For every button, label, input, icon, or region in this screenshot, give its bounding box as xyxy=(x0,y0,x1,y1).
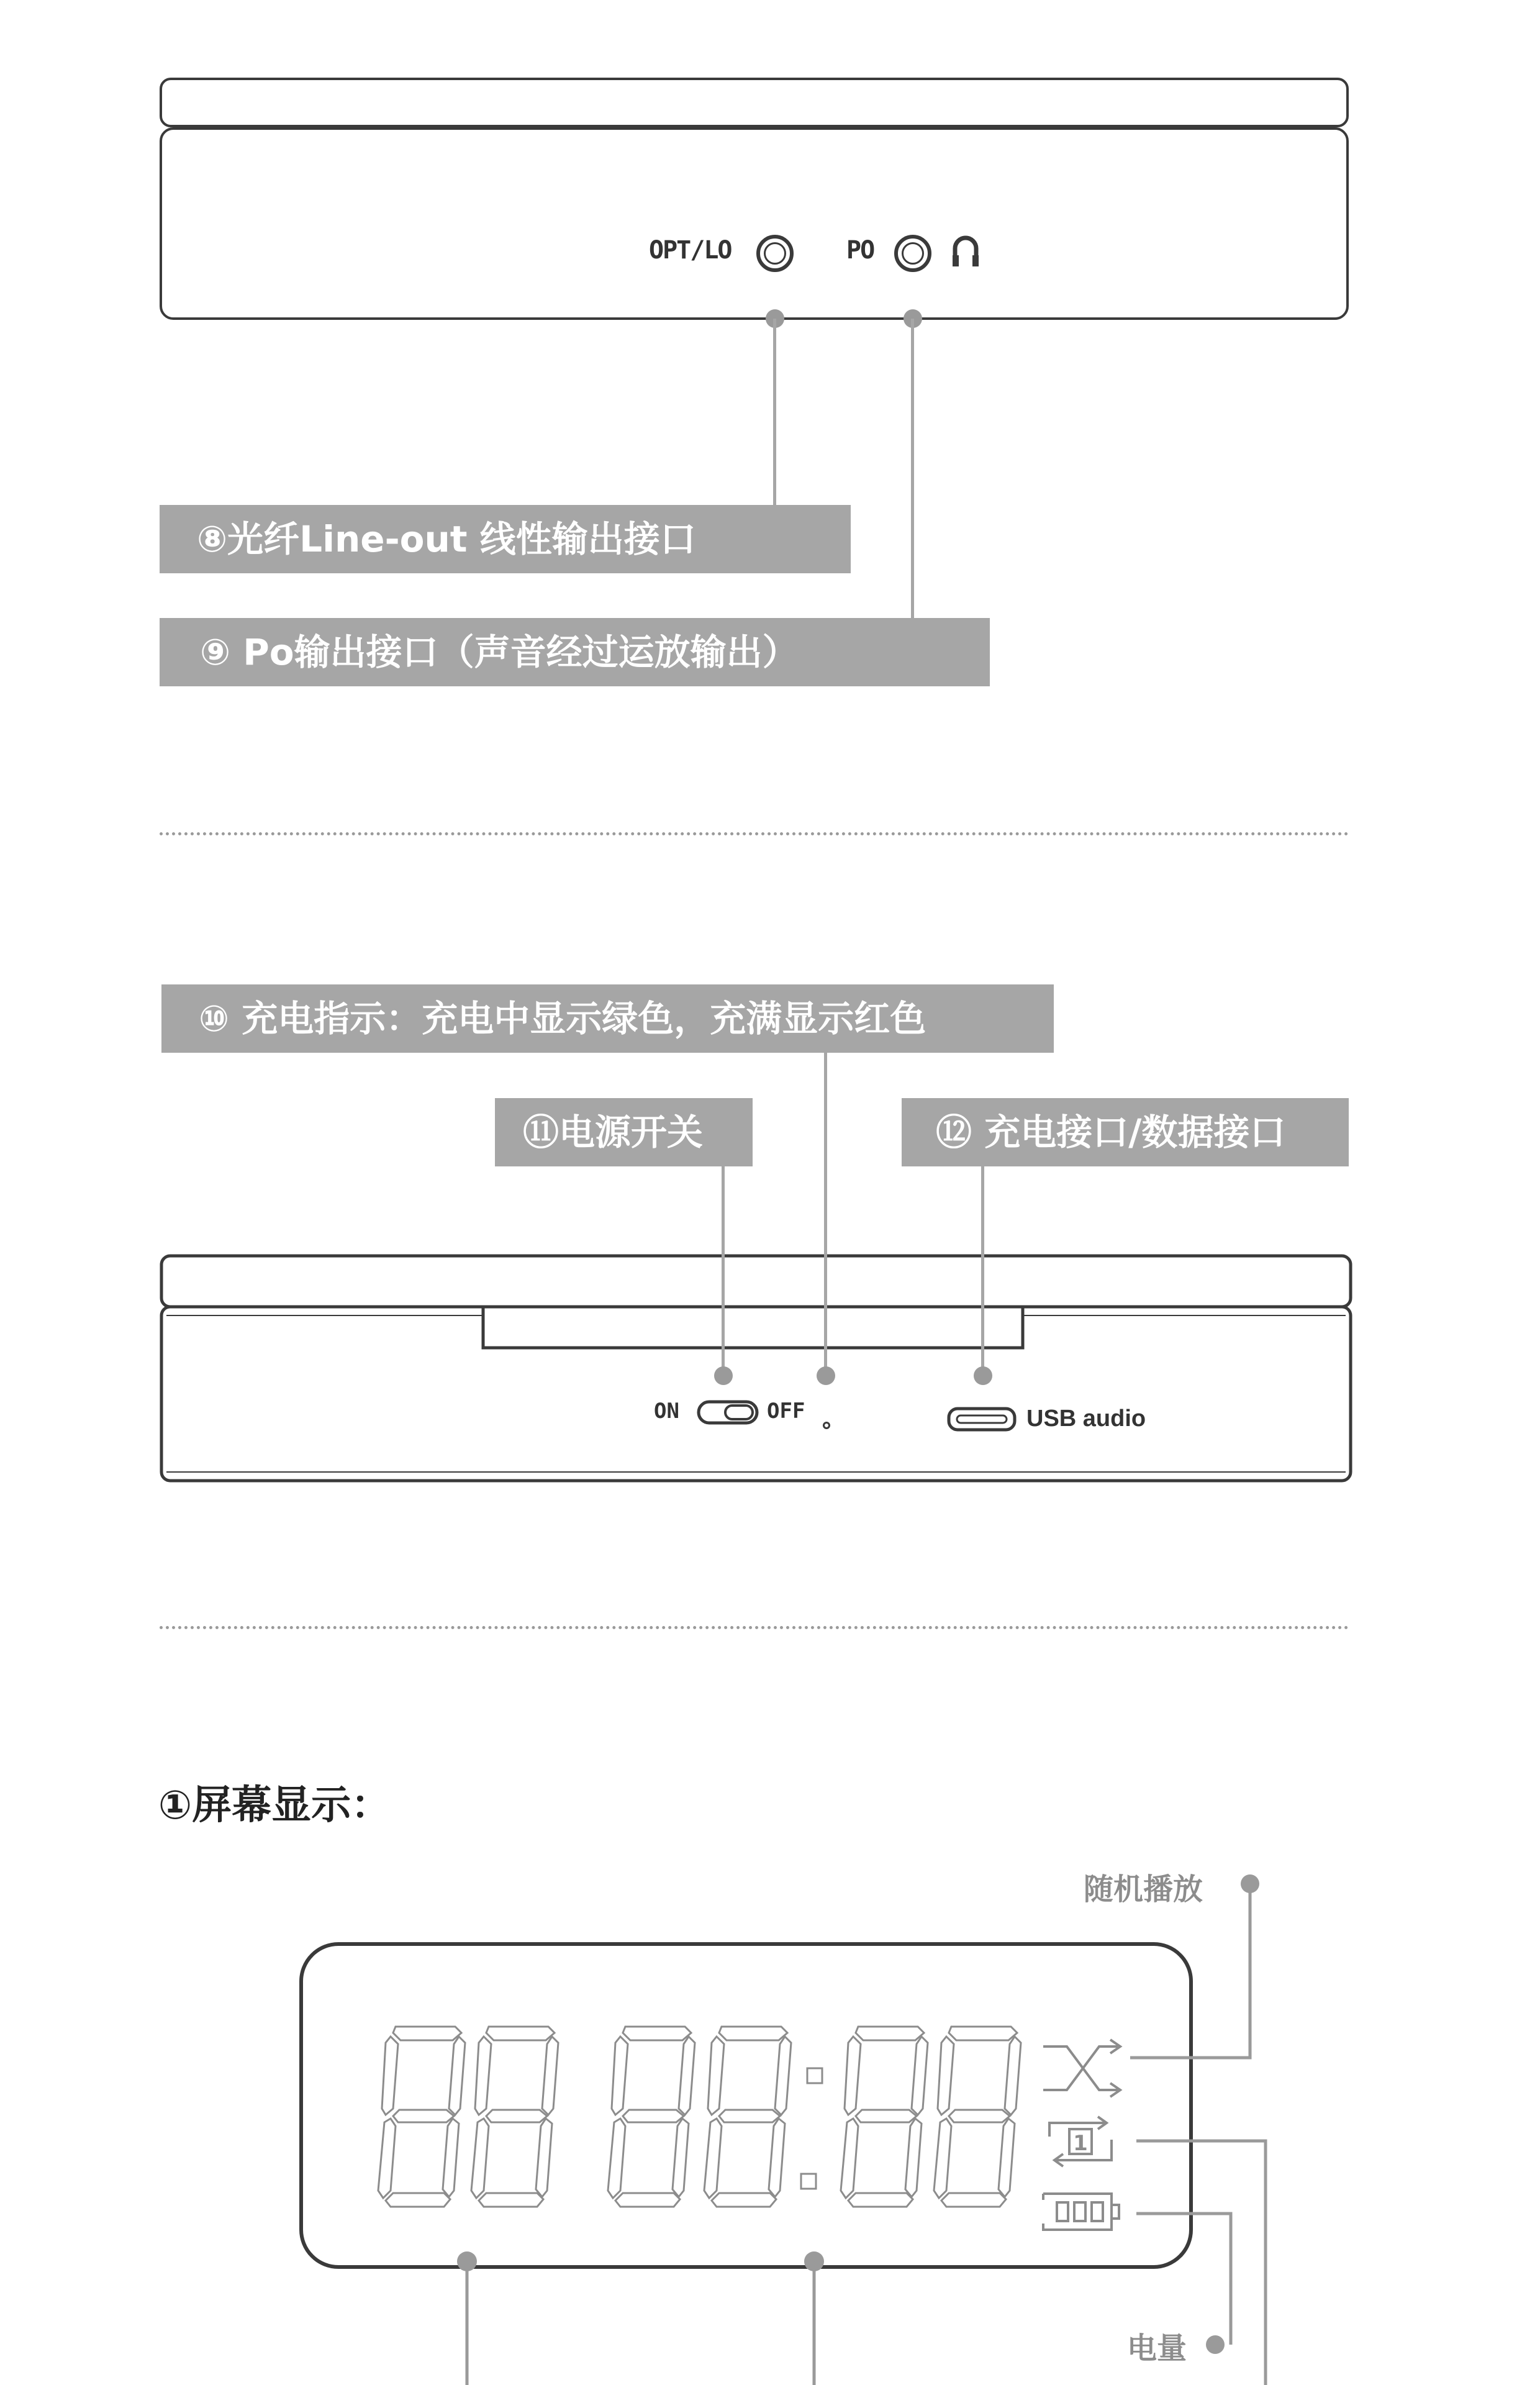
po-label: PO xyxy=(846,236,874,265)
callout-po-output: ⑨ Po输出接口（声音经过运放输出） xyxy=(160,618,990,686)
screen-display-title: ①屏幕显示： xyxy=(158,1783,391,1828)
shuffle-label: 随机播放 xyxy=(1084,1872,1203,1907)
on-label: ON xyxy=(654,1399,679,1424)
callout-optical-line-out: ⑧光纤Line-out 线性输出接口 xyxy=(160,505,851,573)
callout-charge-data-port: ⑫ 充电接口/数据接口 xyxy=(902,1098,1349,1166)
opt-lo-label: OPT/LO xyxy=(649,236,732,265)
battery-label: 电量 xyxy=(1127,2331,1187,2366)
repeat-one-digit: 1 xyxy=(1073,2131,1088,2156)
callout-power-switch: ⑪电源开关 xyxy=(495,1098,753,1166)
usb-audio-label: USB audio xyxy=(1026,1406,1146,1432)
off-label: OFF xyxy=(767,1399,805,1424)
callout-charge-indicator: ⑩ 充电指示：充电中显示绿色，充满显示红色 xyxy=(161,984,1054,1053)
